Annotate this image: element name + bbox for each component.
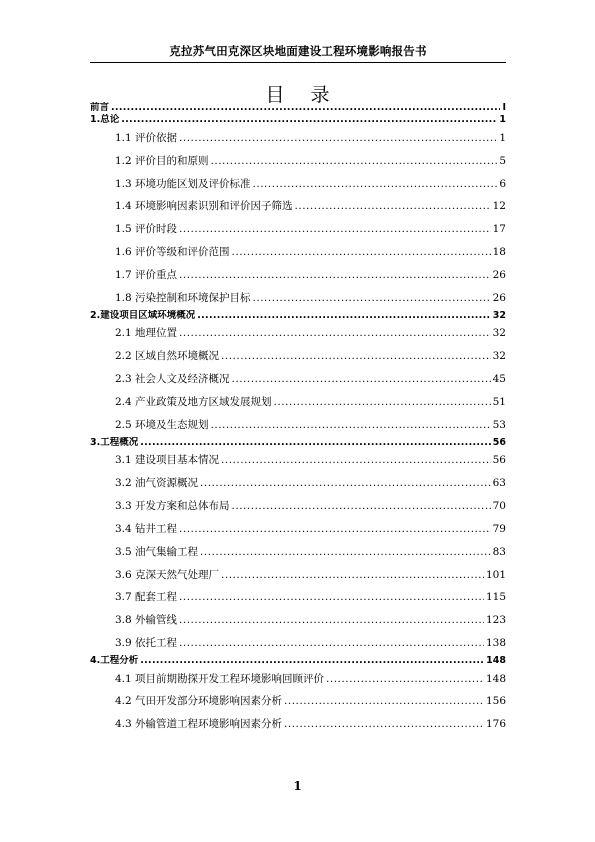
toc-entry-page: 26: [492, 292, 506, 305]
toc-section-entry[interactable]: [90, 518, 506, 541]
toc-section-entry[interactable]: [90, 322, 506, 345]
dot-leader: [211, 150, 498, 173]
dot-leader: [284, 690, 484, 713]
toc-entry-label: 2.建设项目区域环境概况: [90, 309, 196, 321]
toc-section-entry[interactable]: [90, 368, 506, 391]
toc-entry-label: 前言: [90, 102, 110, 113]
toc-section-entry[interactable]: [90, 449, 506, 472]
toc-entry-label: 1.总论: [90, 114, 120, 126]
toc-entry-page: 70: [492, 499, 506, 512]
header-title: 克拉苏气田克深区块地面建设工程环境影响报告书: [169, 44, 427, 58]
toc-entry-label: 3.6 克深天然气处理厂: [115, 568, 220, 581]
dot-leader: [253, 173, 498, 196]
toc-section-entry[interactable]: [90, 345, 506, 368]
toc-section-entry[interactable]: [90, 586, 506, 609]
toc-entry-page: 18: [492, 246, 506, 259]
dot-leader: [232, 241, 491, 264]
toc-entry-page: I: [502, 102, 506, 113]
running-header: [90, 40, 506, 63]
toc-section-entry[interactable]: [90, 564, 506, 587]
toc-entry-label: 1.2 评价目的和原则: [115, 154, 209, 167]
toc-entry-page: 176: [485, 718, 506, 731]
toc-entry-label: 3.7 配套工程: [115, 591, 178, 604]
toc-entry-page: 63: [492, 477, 506, 490]
toc-entry-label: 4.1 项目前期勘探开发工程环境影响回顾评价: [115, 672, 325, 685]
toc-section-entry[interactable]: [90, 241, 506, 264]
dot-leader: [200, 541, 491, 564]
toc-entry-page: 83: [492, 545, 506, 558]
toc-section-entry[interactable]: [90, 632, 506, 655]
dot-leader: [326, 668, 484, 691]
toc-section-entry[interactable]: [90, 690, 506, 713]
dot-leader: [211, 414, 491, 437]
dot-leader: [221, 345, 491, 368]
toc-entry-label: 2.5 环境及生态规划: [115, 418, 209, 431]
dot-leader: [274, 391, 491, 414]
toc-section-entry[interactable]: [90, 713, 506, 736]
dot-leader: [232, 495, 491, 518]
dot-leader: [253, 287, 491, 310]
toc-title: 目录: [265, 84, 356, 106]
toc-entry-label: 3.工程概况: [90, 436, 139, 448]
toc-entry-label: 4.2 气田开发部分环境影响因素分析: [115, 695, 283, 708]
dot-leader: [121, 114, 497, 126]
page-number: 1: [293, 779, 302, 793]
toc-entry-page: 148: [486, 655, 506, 667]
toc-entry-page: 1: [499, 114, 506, 126]
toc-section-entry[interactable]: [90, 668, 506, 691]
toc-section-entry[interactable]: [90, 414, 506, 437]
dot-leader: [232, 368, 491, 391]
toc-entry-page: 79: [492, 522, 506, 535]
dot-leader: [200, 472, 491, 495]
toc-entry-label: 1.8 污染控制和环境保护目标: [115, 292, 251, 305]
toc-section-entry[interactable]: [90, 264, 506, 287]
toc-entry-label: 4.3 外输管道工程环境影响因素分析: [115, 718, 283, 731]
toc-section-entry[interactable]: [90, 287, 506, 310]
toc-entry-page: 32: [492, 309, 506, 321]
toc-entry-page: 26: [492, 269, 506, 282]
dot-leader: [197, 310, 491, 322]
toc-section-entry[interactable]: [90, 150, 506, 173]
toc-entry-label: 2.3 社会人文及经济概况: [115, 373, 230, 386]
toc-entry-page: 6: [499, 177, 506, 190]
dot-leader: [179, 609, 484, 632]
dot-leader: [221, 449, 491, 472]
toc-entry-label: 1.7 评价重点: [115, 269, 178, 282]
toc-entry-label: 3.5 油气集输工程: [115, 545, 199, 558]
dot-leader: [140, 655, 484, 667]
dot-leader: [179, 264, 491, 287]
toc-entry-label: 3.8 外输管线: [115, 614, 178, 627]
toc-entry-label: 3.4 钻井工程: [115, 522, 178, 535]
dot-leader: [179, 218, 491, 241]
toc-section-entry[interactable]: [90, 391, 506, 414]
toc-entry-label: 2.2 区域自然环境概况: [115, 350, 220, 363]
toc-section-entry[interactable]: [90, 609, 506, 632]
toc-entry-label: 2.1 地理位置: [115, 327, 178, 340]
toc-entry-page: 148: [485, 672, 506, 685]
toc-entry-page: 156: [485, 695, 506, 708]
dot-leader: [295, 195, 491, 218]
dot-leader: [179, 518, 491, 541]
toc-entry-page: 56: [492, 454, 506, 467]
toc-entry-page: 5: [499, 154, 506, 167]
toc-section-entry[interactable]: [90, 127, 506, 150]
toc-entry-page: 115: [485, 591, 506, 604]
toc-entry-page: 17: [492, 223, 506, 236]
table-of-contents: [90, 102, 506, 736]
toc-entry-label: 1.1 评价依据: [115, 131, 178, 144]
toc-entry-label: 3.9 依托工程: [115, 637, 178, 650]
toc-section-entry[interactable]: [90, 173, 506, 196]
dot-leader: [179, 586, 484, 609]
dot-leader: [221, 564, 484, 587]
dot-leader: [179, 127, 497, 150]
toc-entry-label: 3.1 建设项目基本情况: [115, 454, 220, 467]
toc-section-entry[interactable]: [90, 495, 506, 518]
toc-entry-label: 1.6 评价等级和评价范围: [115, 246, 230, 259]
toc-entry-label: 1.4 环境影响因素识别和评价因子筛选: [115, 200, 293, 213]
dot-leader: [179, 322, 491, 345]
toc-chapter-entry[interactable]: [90, 310, 506, 322]
toc-entry-page: 32: [492, 327, 506, 340]
toc-entry-page: 1: [499, 131, 506, 144]
toc-entry-page: 51: [492, 395, 506, 408]
toc-section-entry[interactable]: [90, 472, 506, 495]
dot-leader: [179, 632, 484, 655]
toc-entry-page: 32: [492, 350, 506, 363]
toc-section-entry[interactable]: [90, 218, 506, 241]
toc-entry-label: 2.4 产业政策及地方区域发展规划: [115, 395, 272, 408]
toc-entry-page: 12: [492, 200, 506, 213]
toc-entry-page: 101: [485, 568, 506, 581]
toc-entry-page: 123: [485, 614, 506, 627]
toc-chapter-entry[interactable]: [90, 437, 506, 449]
toc-section-entry[interactable]: [90, 541, 506, 564]
toc-chapter-entry[interactable]: [90, 655, 506, 667]
dot-leader: [284, 713, 484, 736]
toc-chapter-entry[interactable]: [90, 114, 506, 126]
toc-entry-label: 1.3 环境功能区划及评价标准: [115, 177, 251, 190]
toc-entry-label: 1.5 评价时段: [115, 223, 178, 236]
toc-entry-page: 53: [492, 418, 506, 431]
toc-entry-page: 45: [492, 373, 506, 386]
toc-chapter-entry[interactable]: [90, 102, 506, 114]
dot-leader: [111, 102, 500, 114]
toc-entry-page: 56: [492, 436, 506, 448]
toc-entry-label: 3.3 开发方案和总体布局: [115, 499, 230, 512]
toc-entry-page: 138: [485, 637, 506, 650]
dot-leader: [140, 437, 491, 449]
toc-entry-label: 4.工程分析: [90, 655, 139, 667]
toc-section-entry[interactable]: [90, 195, 506, 218]
toc-entry-label: 3.2 油气资源概况: [115, 477, 199, 490]
